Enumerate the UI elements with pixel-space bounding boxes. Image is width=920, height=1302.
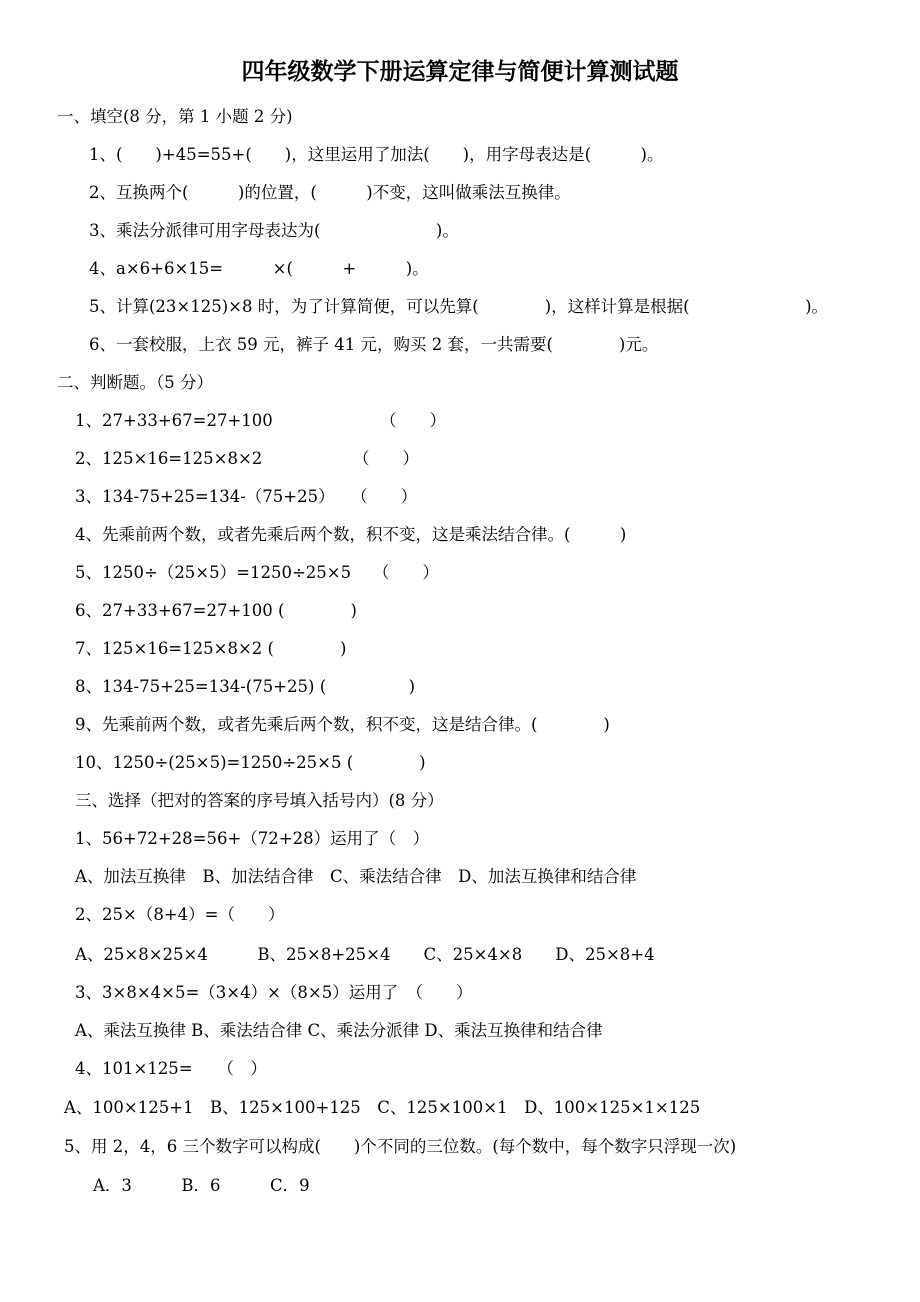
choice-options-1: A、加法互换律 B、加法结合律 C、乘法结合律 D、加法互换律和结合律 <box>75 867 637 886</box>
judge-question-7: 7、125×16=125×8×2 ( ) <box>75 639 347 658</box>
judge-question-8: 8、134-75+25=134-(75+25) ( ) <box>75 677 416 696</box>
choice-question-1: 1、56+72+28=56+（72+28）运用了（ ） <box>75 829 430 848</box>
choice-question-5: 5、用 2，4，6 三个数字可以构成( )个不同的三位数。(每个数中，每个数字只浮现一次) <box>64 1137 737 1156</box>
choice-options-5: A．3 B．6 C．9 <box>93 1176 310 1195</box>
judge-question-10: 10、1250÷(25×5)=1250÷25×5 ( ) <box>75 753 426 772</box>
page-title: 四年级数学下册运算定律与简便计算测试题 <box>241 59 679 85</box>
judge-question-4: 4、先乘前两个数，或者先乘后两个数，积不变，这是乘法结合律。( ) <box>75 525 627 544</box>
judge-question-1: 1、27+33+67=27+100 （ ） <box>75 411 447 430</box>
choice-options-3: A、乘法互换律 B、乘法结合律 C、乘法分派律 D、乘法互换律和结合律 <box>75 1021 603 1040</box>
judge-question-9: 9、先乘前两个数，或者先乘后两个数，积不变，这是结合律。( ) <box>75 715 610 734</box>
judge-question-3: 3、134-75+25=134-（75+25） （ ） <box>75 487 418 506</box>
judge-question-5: 5、1250÷（25×5）=1250÷25×5 （ ） <box>75 563 439 582</box>
choice-question-4: 4、101×125= （ ） <box>75 1059 267 1078</box>
fill-question-4: 4、a×6+6×15= ×( + )。 <box>89 259 429 278</box>
section3-heading: 三、选择（把对的答案的序号填入括号内）(8 分） <box>75 791 444 810</box>
fill-question-1: 1、( )+45=55+( )，这里运用了加法( )，用字母表达是( )。 <box>89 145 664 164</box>
choice-question-2: 2、25×（8+4）=（ ） <box>75 905 285 924</box>
choice-question-3: 3、3×8×4×5=（3×4）×（8×5）运用了 （ ） <box>75 983 473 1002</box>
choice-options-4: A、100×125+1 B、125×100+125 C、125×100×1 D、100×125×1×125 <box>64 1098 701 1117</box>
section1-heading: 一、填空(8 分，第 1 小题 2 分) <box>57 107 293 126</box>
judge-question-6: 6、27+33+67=27+100 ( ) <box>75 601 357 620</box>
fill-question-2: 2、互换两个( )的位置，( )不变，这叫做乘法互换律。 <box>89 183 571 202</box>
fill-question-5: 5、计算(23×125)×8 时，为了计算简便，可以先算( )，这样计算是根据( )。 <box>89 297 829 316</box>
judge-question-2: 2、125×16=125×8×2 （ ） <box>75 449 420 468</box>
fill-question-3: 3、乘法分派律可用字母表达为( )。 <box>89 221 459 240</box>
section2-heading: 二、判断题。（5 分） <box>57 373 213 392</box>
fill-question-6: 6、一套校服，上衣 59 元，裤子 41 元，购买 2 套，一共需要( )元。 <box>89 335 659 354</box>
choice-options-2: A、25×8×25×4 B、25×8+25×4 C、25×4×8 D、25×8+4 <box>75 945 655 964</box>
